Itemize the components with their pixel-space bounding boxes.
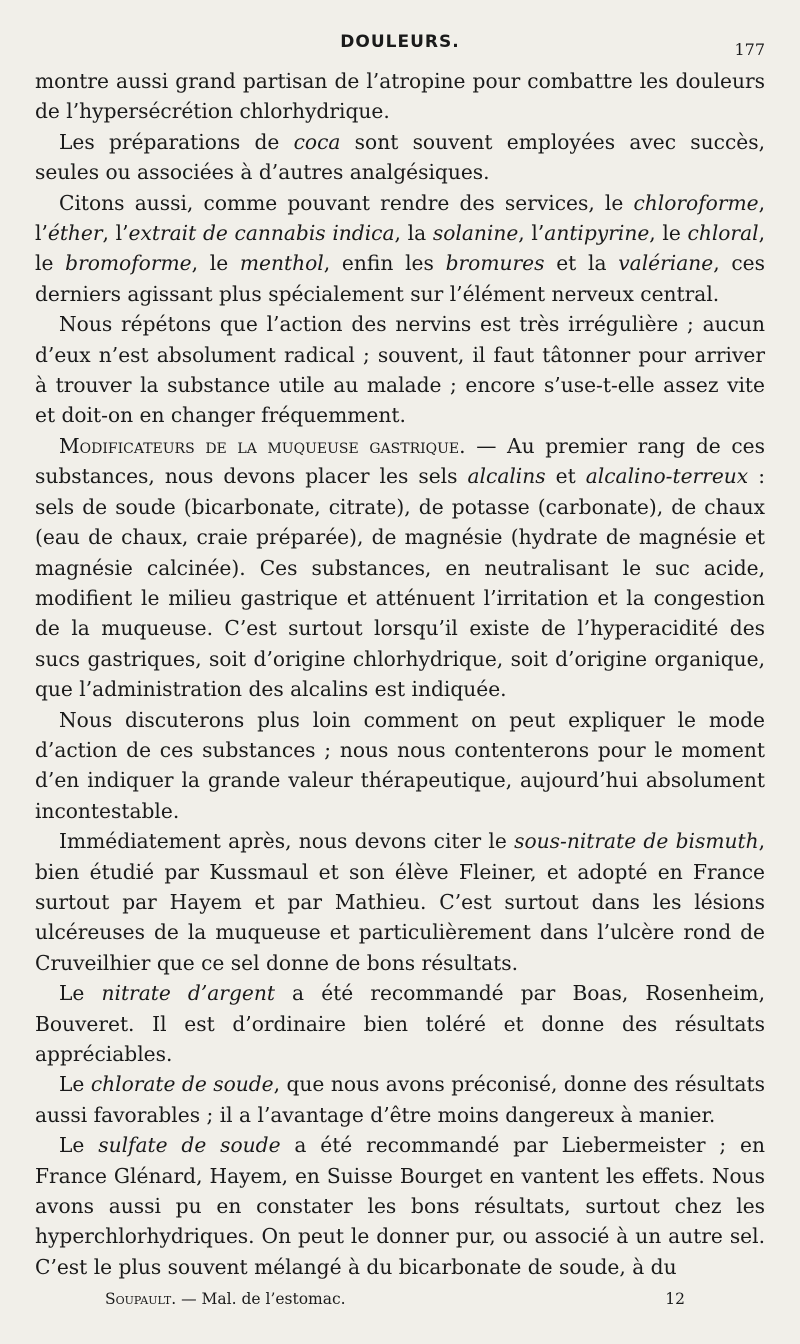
italic-term: antipyrine bbox=[544, 221, 650, 246]
text-run: , le bbox=[191, 251, 240, 276]
italic-term: alcalins bbox=[467, 464, 546, 489]
italic-term: nitrate d’argent bbox=[101, 981, 275, 1006]
text-run: sont souvent employées avec succès, seules ou associées à d’autres analgésiques. bbox=[35, 129, 765, 185]
paragraph bbox=[35, 188, 765, 310]
text-run: — Au premier rang de ces substances, nous devons placer les sels bbox=[35, 433, 765, 489]
text-run: Nous répétons que l’action des nervins est très irrégulière ; aucun d’eux n’est absolument radical ; souvent, il faut tâtonner pour arriver à trouver la substance utile au malade ; encore s’use-t-elle assez vite et doit-on en changer fréquemment. bbox=[35, 312, 765, 428]
text-run: Le bbox=[59, 1133, 99, 1158]
paragraph bbox=[35, 1130, 765, 1282]
paragraph bbox=[35, 309, 765, 431]
italic-term: chloroforme bbox=[633, 190, 759, 215]
text-run: , l’ bbox=[102, 221, 129, 246]
page-number: 177 bbox=[734, 40, 765, 59]
text-run: : sels de soude (bicarbonate, citrate), de potasse (carbonate), de chaux (eau de chaux, craie préparée), de magnésie (hydrate de magnésie et magnésie calcinée). Ces substances, en neutralisant le suc acide, modifient le milieu gastrique et atténuent l’irritation et la congestion de la muqueuse. C’est surtout lorsqu’il existe de l’hyperacidité des sucs gastriques, soit d’origine chlorhydrique, soit d’origine organique, que l’administration des alcalins est indiquée. bbox=[35, 464, 766, 702]
footer-author: Soupault. bbox=[105, 1290, 177, 1308]
page-footer bbox=[105, 1290, 685, 1320]
italic-term: bromures bbox=[445, 251, 545, 276]
italic-term: bromoforme bbox=[65, 251, 192, 276]
text-run: Citons aussi, comme pouvant rendre des services, le bbox=[59, 190, 634, 215]
italic-term: solanine bbox=[432, 221, 519, 246]
italic-term: valériane bbox=[618, 251, 714, 276]
italic-term: menthol bbox=[239, 251, 324, 276]
italic-term: sulfate de soude bbox=[98, 1133, 281, 1158]
paragraph bbox=[35, 66, 765, 127]
running-title: DOULEURS. bbox=[340, 32, 460, 52]
paragraph bbox=[35, 705, 765, 827]
italic-term: éther bbox=[47, 221, 103, 246]
text-run: Nous discuterons plus loin comment on peut expliquer le mode d’action de ces substances ; nous nous contenterons pour le moment d’en indiquer la grande valeur thérapeutique, aujourd’hui absolument incontestable. bbox=[35, 707, 765, 823]
text-run: , bien étudié par Kussmaul et son élève Fleiner, et adopté en France surtout par Hayem et par Mathieu. C’est surtout dans les lésions ulcéreuses de la muqueuse et particulièrement dans l’ulcère rond de Cruveilhier que ce sel donne de bons résultats. bbox=[35, 829, 765, 975]
italic-term: chlorate de soude bbox=[90, 1072, 274, 1097]
text-run: Le bbox=[59, 1072, 91, 1097]
italic-term: extrait de cannabis indica bbox=[128, 221, 395, 246]
text-run: , l’ bbox=[518, 221, 545, 246]
text-run: , l’ bbox=[35, 190, 765, 246]
text-run: , que nous avons préconisé, donne des résultats aussi favorables ; il a l’avantage d’être moins dangereux à manier. bbox=[35, 1072, 765, 1127]
text-run: a été recommandé par Liebermeister ; en France Glénard, Hayem, en Suisse Bourget en vantent les effets. Nous avons aussi pu en constater les bons résultats, surtout chez les hyperchlorhydriques. On peut le donner pur, ou associé à un autre sel. C’est le plus souvent mélangé à du bicarbonate de soude, à du bbox=[35, 1133, 765, 1279]
paragraph bbox=[35, 826, 765, 978]
italic-term: chloral bbox=[687, 221, 759, 246]
text-run: Le bbox=[59, 981, 102, 1006]
text-run: , enfin les bbox=[323, 251, 446, 276]
text-run: montre aussi grand partisan de l’atropine pour combattre les douleurs de l’hypersécrétion chlorhydrique. bbox=[35, 69, 765, 124]
italic-term: sous-nitrate de bismuth bbox=[514, 829, 759, 854]
signature-mark: 12 bbox=[665, 1290, 685, 1308]
body-text bbox=[35, 66, 765, 1282]
paragraph bbox=[35, 1069, 765, 1130]
paragraph bbox=[35, 978, 765, 1069]
text-run: a été recommandé par Boas, Rosenheim, Bouveret. Il est d’ordinaire bien toléré et donne des résultats appréciables. bbox=[35, 981, 765, 1066]
text-run: , ces derniers agissant plus spécialement sur l’élément nerveux central. bbox=[35, 251, 765, 306]
page-header bbox=[35, 28, 765, 58]
text-run: , la bbox=[394, 221, 433, 246]
section-heading: Modificateurs de la muqueuse gastrique. bbox=[59, 433, 466, 458]
text-run: , le bbox=[649, 221, 688, 246]
footer-book-title: — Mal. de l’estomac. bbox=[176, 1290, 346, 1308]
paragraph bbox=[35, 127, 765, 188]
text-run: et bbox=[545, 464, 586, 489]
text-run: , le bbox=[35, 221, 765, 276]
text-run: et la bbox=[544, 251, 619, 276]
italic-term: alcalino-terreux bbox=[585, 464, 749, 489]
paragraph bbox=[35, 431, 765, 705]
text-run: Les préparations de bbox=[59, 129, 294, 154]
italic-term: coca bbox=[293, 129, 341, 154]
text-run: Immédiatement après, nous devons citer le bbox=[59, 829, 515, 854]
